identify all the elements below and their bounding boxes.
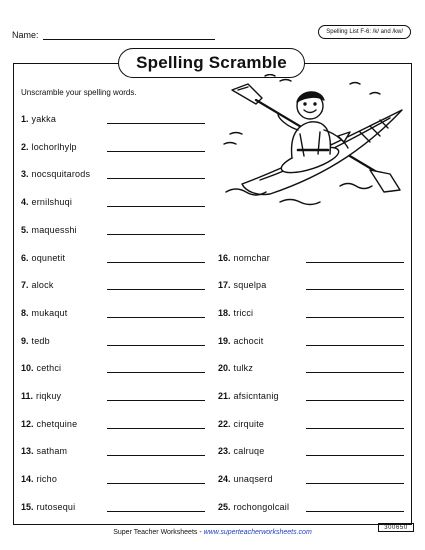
scrambled-word: lochorlhylp [31,141,77,152]
item-number: 15. [21,501,34,512]
list-item [218,501,289,513]
list-item [21,501,75,513]
list-item [21,224,77,236]
item-number: 13. [21,446,34,457]
scrambled-word: cethci [36,363,62,374]
list-item [21,418,77,430]
list-item [218,335,263,347]
list-item [21,307,67,319]
scrambled-word: rochongolcail [233,501,290,512]
scrambled-word: nomchar [233,252,270,263]
item-number: 16. [218,252,231,263]
answer-line[interactable] [107,428,205,429]
kayaker-icon [220,74,410,206]
answer-line[interactable] [306,400,404,401]
list-item [21,362,61,374]
scrambled-word: calruqe [233,446,265,457]
item-number: 20. [218,363,231,374]
scrambled-word: tulkz [233,363,254,374]
list-item [21,196,72,208]
list-item [218,279,266,291]
scrambled-word: nocsquitarods [31,169,91,180]
list-item [21,445,67,457]
scrambled-word: mukaqut [31,307,68,318]
footer-url[interactable]: www.superteacherworksheets.com [203,529,312,536]
answer-line[interactable] [107,400,205,401]
list-item [21,279,54,291]
scrambled-word: squelpa [233,280,267,291]
item-number: 6. [21,252,29,263]
item-number: 21. [218,391,231,401]
scrambled-word: tedb [31,335,50,346]
list-item [218,362,253,374]
item-number: 3. [21,169,29,180]
scrambled-word: chetquine [36,418,78,429]
scrambled-word: alock [31,280,54,291]
answer-line[interactable] [107,289,205,290]
scrambled-word: ernilshuqi [31,197,73,208]
answer-line[interactable] [107,372,205,373]
scrambled-word: satham [36,446,68,457]
list-item [21,390,61,402]
scrambled-word: riqkuy [36,391,62,401]
answer-line[interactable] [306,262,404,263]
list-item [218,445,264,457]
scrambled-word: tricci [233,307,254,318]
list-item [21,473,57,485]
list-item [21,113,56,125]
scrambled-word: yakka [31,114,57,124]
answer-line[interactable] [107,483,205,484]
item-number: 25. [218,501,231,512]
answer-line[interactable] [107,455,205,456]
item-number: 7. [21,280,29,291]
item-number: 8. [21,307,29,318]
answer-line[interactable] [107,262,205,263]
item-number: 4. [21,197,29,208]
list-item [218,390,279,402]
answer-line[interactable] [107,206,205,207]
item-number: 18. [218,307,231,318]
worksheet-title: Spelling Scramble [118,48,305,78]
list-item [21,252,65,264]
spelling-list-badge: Spelling List F-6: /k/ and /kw/ [318,25,411,39]
worksheet-code: 300650 [378,523,414,532]
answer-line[interactable] [306,511,404,512]
scrambled-word: cirquite [233,418,265,429]
answer-line[interactable] [107,317,205,318]
instructions: Unscramble your spelling words. [21,88,137,97]
list-item [218,473,273,485]
name-label: Name: [12,30,39,40]
item-number: 9. [21,335,29,346]
answer-line[interactable] [107,345,205,346]
scrambled-word: achocit [233,335,264,346]
list-item [218,307,253,319]
item-number: 5. [21,224,29,235]
scrambled-word: oqunetit [31,252,66,263]
item-number: 14. [21,474,34,485]
item-number: 1. [21,114,29,124]
scrambled-word: richo [36,474,58,485]
list-item [21,335,50,347]
scrambled-word: afsicntanig [233,391,279,401]
answer-line[interactable] [107,511,205,512]
item-number: 12. [21,418,34,429]
name-row [12,30,215,40]
item-number: 17. [218,280,231,291]
answer-line[interactable] [306,372,404,373]
answer-line[interactable] [107,234,205,235]
scrambled-word: maquesshi [31,224,77,235]
answer-line[interactable] [306,483,404,484]
list-item [21,168,90,180]
answer-line[interactable] [306,455,404,456]
answer-line[interactable] [107,123,205,124]
list-item [218,252,270,264]
answer-line[interactable] [306,317,404,318]
scrambled-word: rutosequi [36,501,76,512]
item-number: 2. [21,141,29,152]
footer-brand: Super Teacher Worksheets - [113,529,204,536]
answer-line[interactable] [306,428,404,429]
answer-line[interactable] [306,345,404,346]
item-number: 19. [218,335,231,346]
answer-line[interactable] [107,178,205,179]
answer-line[interactable] [107,151,205,152]
name-line[interactable] [43,31,215,40]
item-number: 24. [218,474,231,485]
item-number: 22. [218,418,231,429]
item-number: 11. [21,391,34,401]
list-item [21,141,77,153]
footer [0,529,425,536]
answer-line[interactable] [306,289,404,290]
item-number: 23. [218,446,231,457]
item-number: 10. [21,363,34,374]
list-item [218,418,264,430]
scrambled-word: unaqserd [233,474,273,485]
